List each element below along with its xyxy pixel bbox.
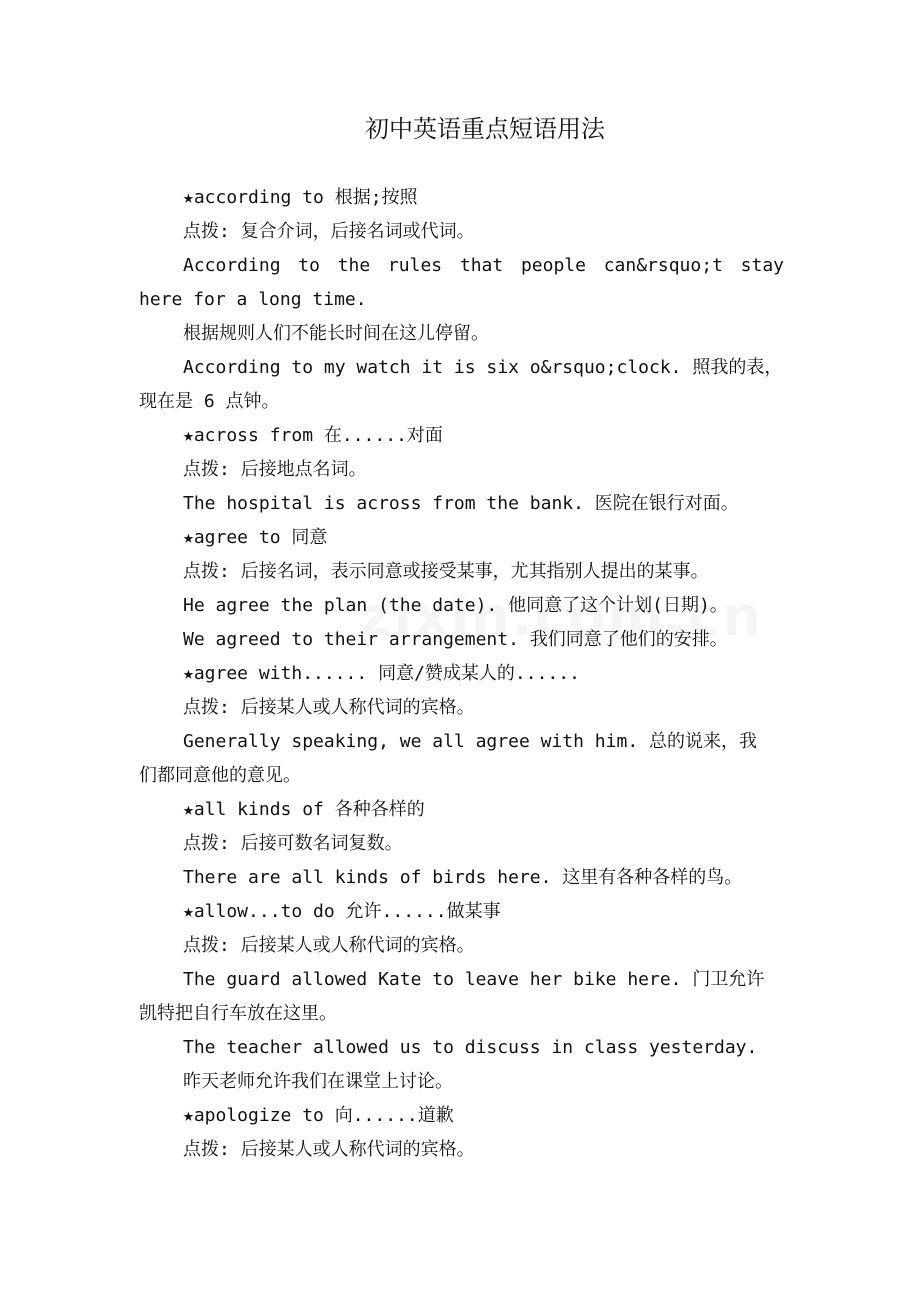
example-sentence: According to the rules that people can&rsquo;t stay (183, 255, 784, 276)
usage-note: 点拨: 后接某人或人称代词的宾格。 (183, 697, 475, 718)
example-sentence-continued: 凯特把自行车放在这里。 (139, 1003, 337, 1024)
example-translation: 根据规则人们不能长时间在这儿停留。 (183, 323, 489, 344)
example-sentence-continued: 们都同意他的意见。 (139, 765, 301, 786)
example-sentence: There are all kinds of birds here. 这里有各种各样的鸟。 (183, 867, 743, 888)
document-body (139, 181, 784, 1167)
phrase-heading: ★allow...to do 允许......做某事 (183, 901, 501, 922)
phrase-heading: ★agree to 同意 (183, 527, 328, 548)
phrase-heading: ★according to 根据;按照 (183, 187, 418, 208)
page-title: 初中英语重点短语用法 (365, 115, 605, 143)
usage-note: 点拨: 后接某人或人称代词的宾格。 (183, 1139, 475, 1160)
phrase-heading: ★all kinds of 各种各样的 (183, 799, 425, 820)
example-sentence: Generally speaking, we all agree with him. 总的说来，我 (183, 731, 757, 752)
example-sentence-continued: 现在是 6 点钟。 (139, 391, 280, 412)
example-sentence: According to my watch it is six o&rsquo;clock. 照我的表， (183, 357, 783, 378)
usage-note: 点拨: 后接某人或人称代词的宾格。 (183, 935, 475, 956)
example-translation: 昨天老师允许我们在课堂上讨论。 (183, 1071, 453, 1092)
usage-note: 点拨: 后接名词，表示同意或接受某事，尤其指别人提出的某事。 (183, 561, 709, 582)
phrase-heading: ★agree with...... 同意/赞成某人的...... (183, 663, 580, 684)
example-sentence: The guard allowed Kate to leave her bike here. 门卫允许 (183, 969, 765, 990)
phrase-heading: ★apologize to 向......道歉 (183, 1105, 454, 1126)
phrase-heading: ★across from 在......对面 (183, 425, 443, 446)
usage-note: 点拨: 复合介词，后接名词或代词。 (183, 221, 475, 242)
example-sentence: He agree the plan (the date). 他同意了这个计划(日期)。 (183, 595, 728, 616)
usage-note: 点拨: 后接地点名词。 (183, 459, 367, 480)
example-sentence-continued: here for a long time. (139, 289, 367, 310)
usage-note: 点拨: 后接可数名词复数。 (183, 833, 403, 854)
example-sentence: We agreed to their arrangement. 我们同意了他们的安排。 (183, 629, 728, 650)
example-sentence: The teacher allowed us to discuss in class yesterday. (183, 1037, 758, 1058)
example-sentence: The hospital is across from the bank. 医院在银行对面。 (183, 493, 739, 514)
